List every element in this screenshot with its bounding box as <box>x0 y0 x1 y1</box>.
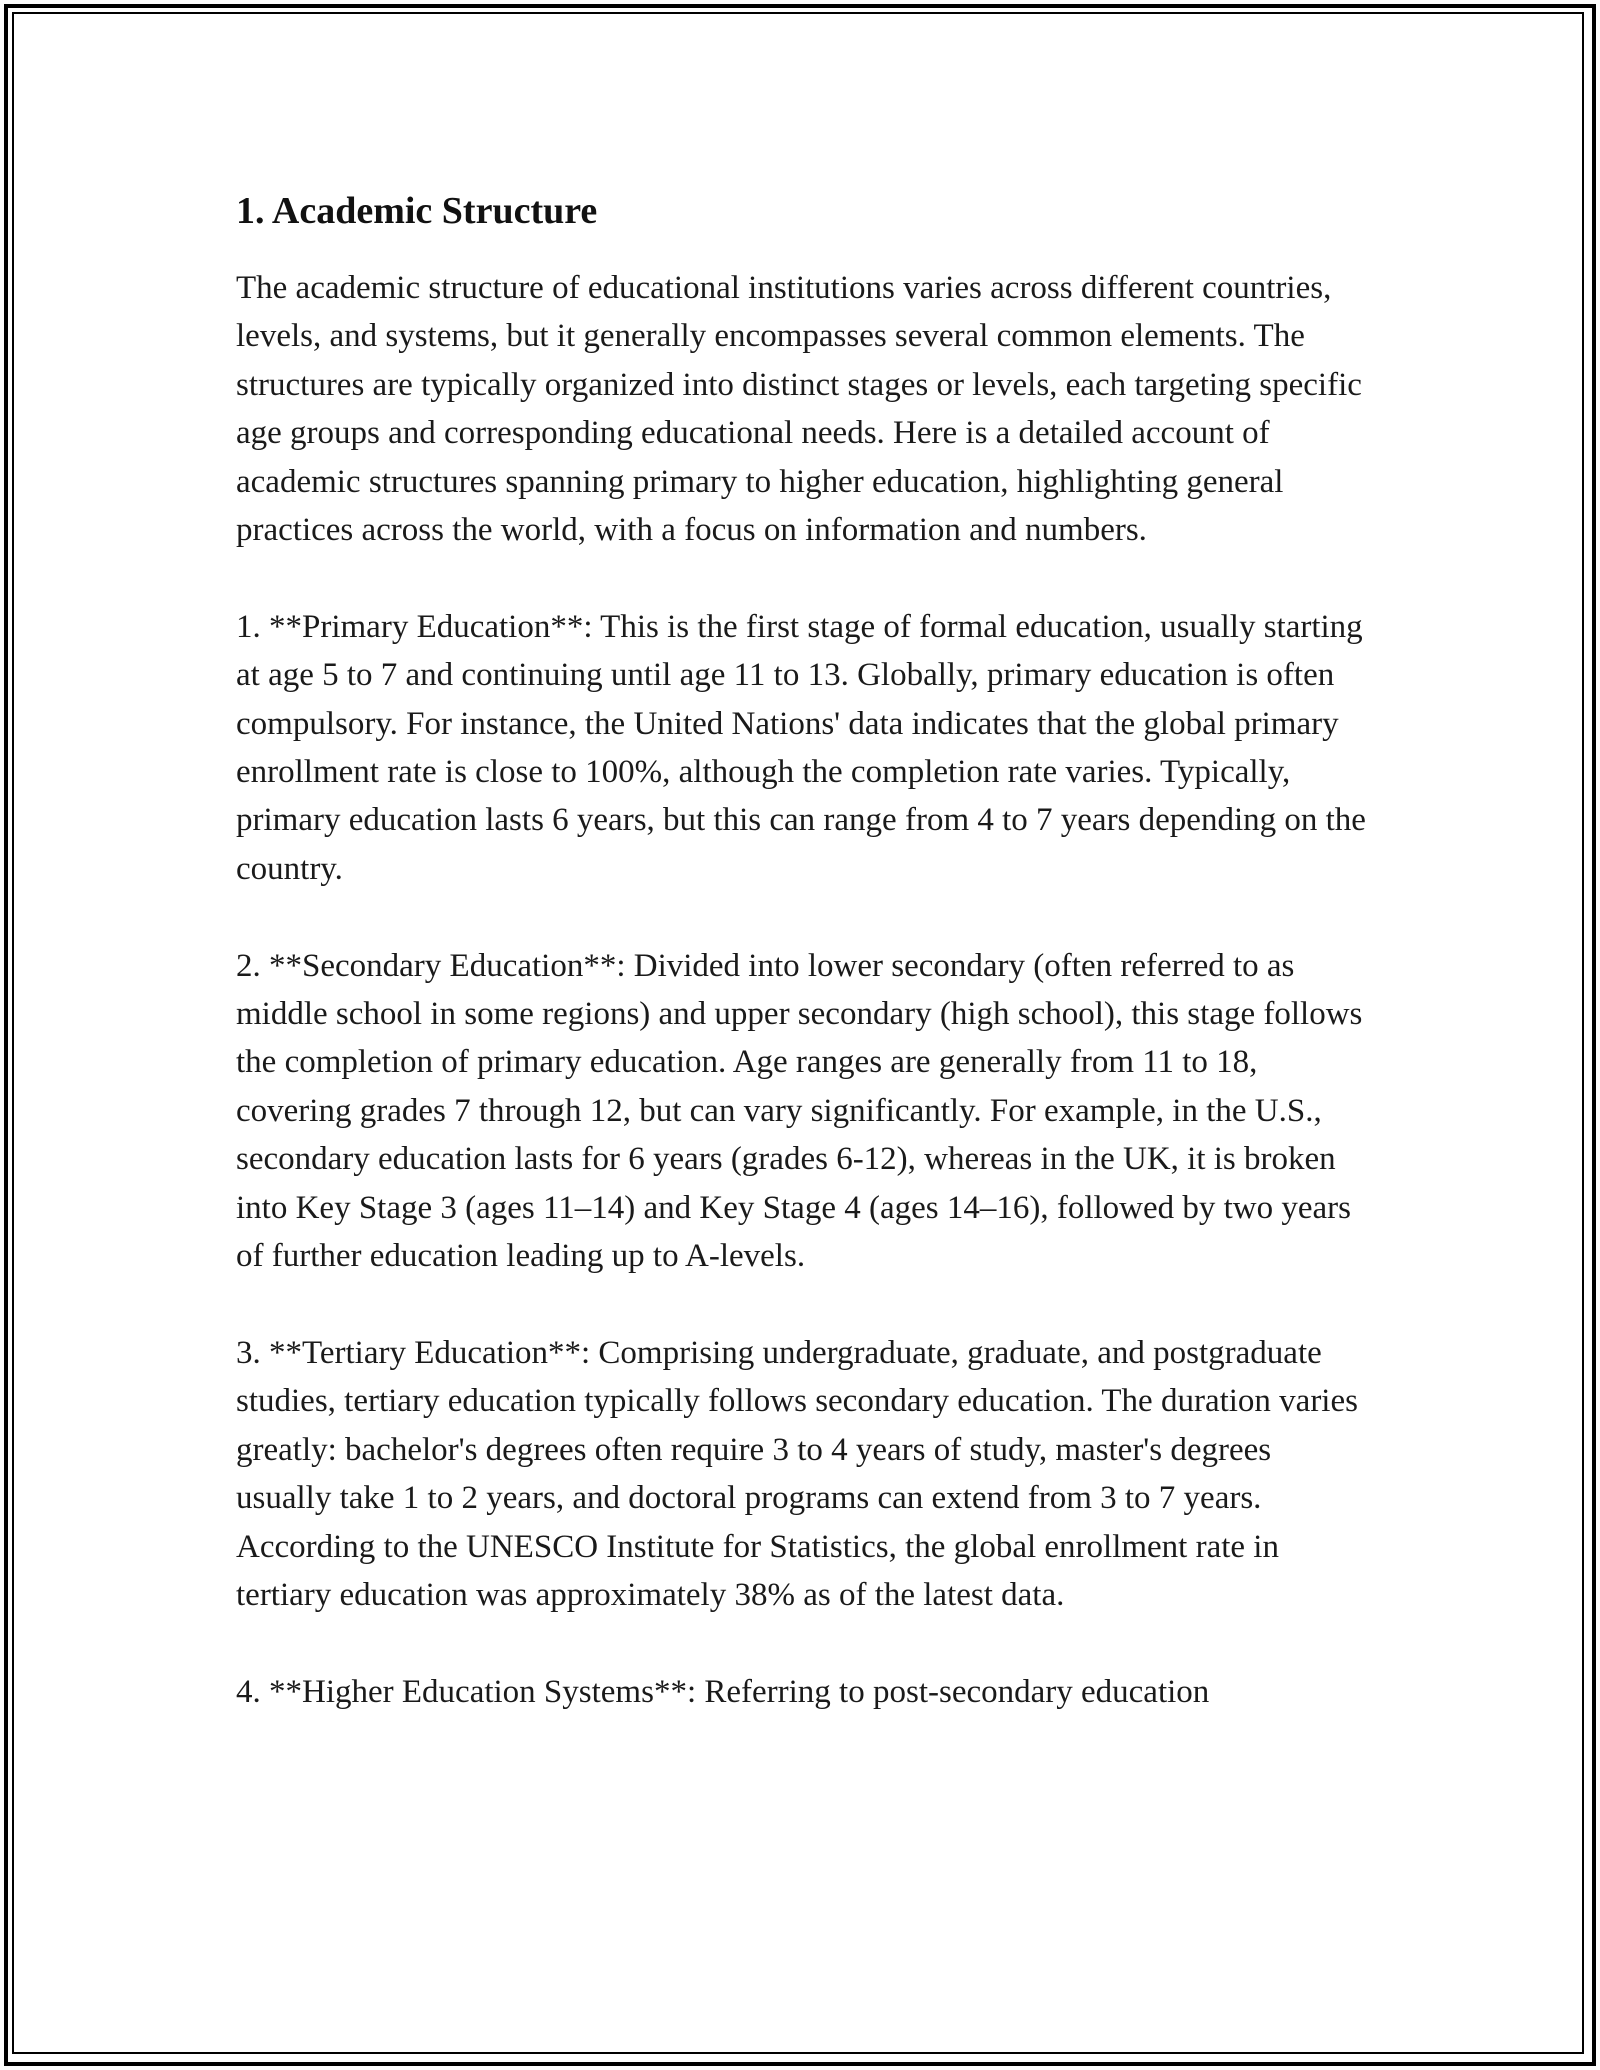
secondary-education-paragraph: 2. **Secondary Education**: Divided into lower secondary (often referred to as middle school in some regions) and upper secondary (high school), this stage follows the completion of primary education. Age ranges are generally from 11 to 18, covering grades 7 through 12, but can vary significantly. For example, in the U.S., secondary education lasts for 6 years (grades 6-12), whereas in the UK, it is broken into Key Stage 3 (ages 11–14) and Key Stage 4 (ages 14–16), followed by two years of further education leading up to A-levels. <box>236 947 1363 1275</box>
tertiary-education-paragraph: 3. **Tertiary Education**: Comprising undergraduate, graduate, and postgraduate studies, tertiary education typically follows secondary education. The duration varies greatly: bachelor's degrees often require 3 to 4 years of study, master's degrees usually take 1 to 2 years, and doctoral programs can extend from 3 to 7 years. According to the UNESCO Institute for Statistics, the global enrollment rate in tertiary education was approximately 38% as of the latest data. <box>236 1334 1358 1613</box>
primary-education-paragraph: 1. **Primary Education**: This is the first stage of formal education, usually starting at age 5 to 7 and continuing until age 11 to 13. Globally, primary education is often compulsory. For instance, the United Nations' data indicates that the global primary enrollment rate is close to 100%, although the completion rate varies. Typically, primary education lasts 6 years, but this can range from 4 to 7 years depending on the country. <box>236 608 1366 887</box>
document-body <box>236 186 1366 1765</box>
higher-education-paragraph: 4. **Higher Education Systems**: Referring to post-secondary education <box>236 1673 1210 1710</box>
intro-paragraph: The academic structure of educational institutions varies across different countries, levels, and systems, but it generally encompasses several common elements. The structures are typically organized into distinct stages or levels, each targeting specific age groups and corresponding educational needs. Here is a detailed account of academic structures spanning primary to higher education, highlighting general practices across the world, with a focus on information and numbers. <box>236 270 1362 549</box>
section-heading: 1. Academic Structure <box>236 190 598 232</box>
